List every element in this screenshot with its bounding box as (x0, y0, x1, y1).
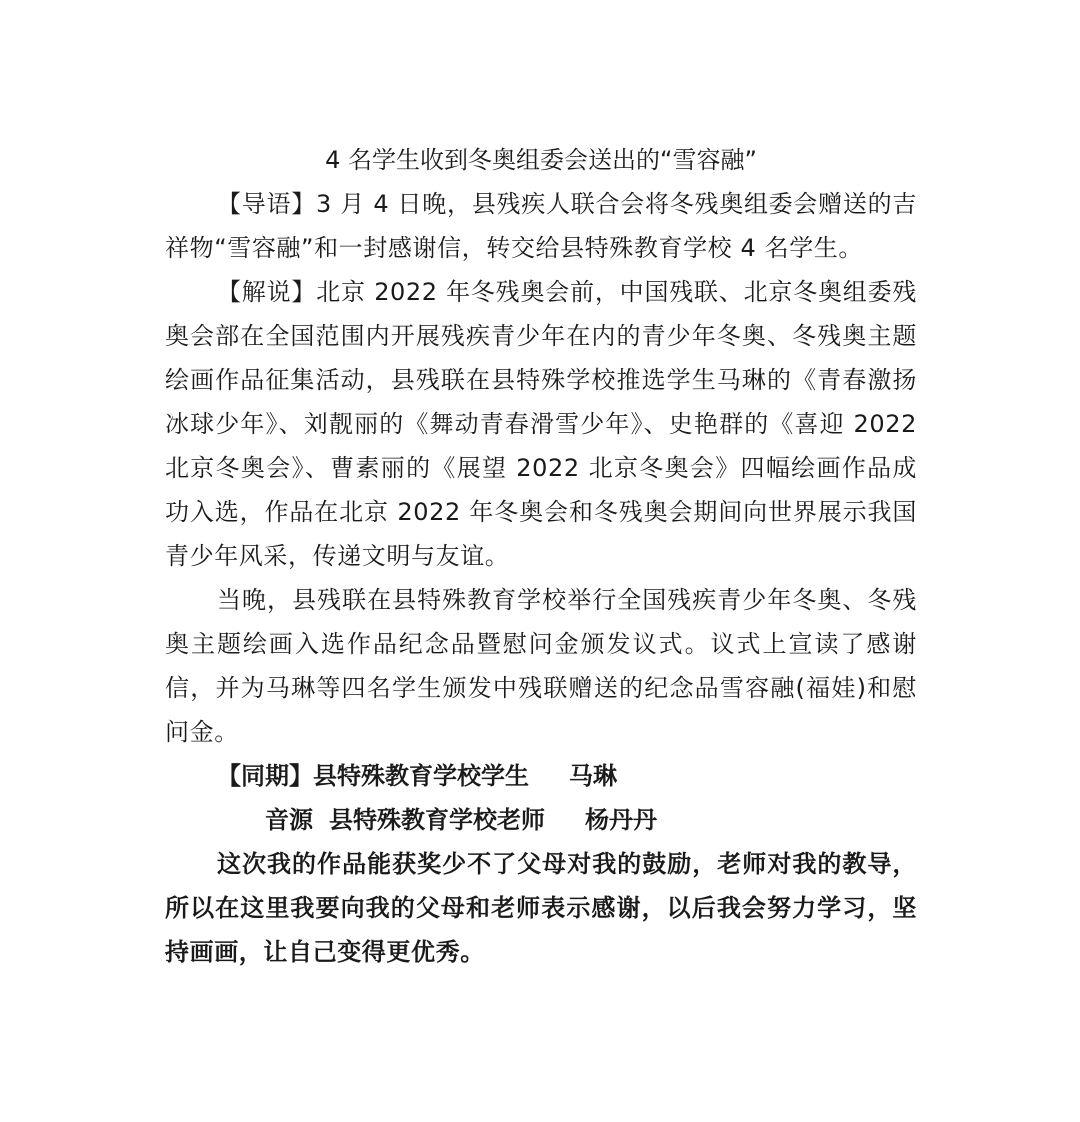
sync-line-teacher (165, 798, 917, 842)
sync-line-student (165, 754, 917, 798)
student-quote: 这次我的作品能获奖少不了父母对我的鼓励，老师对我的教导，所以在这里我要向我的父母和老师表示感谢，以后我会努力学习，坚持画画，让自己变得更优秀。 (165, 850, 917, 966)
lead-paragraph: 【导语】3 月 4 日晚，县残疾人联合会将冬残奥组委会赠送的吉祥物“雪容融”和一封感谢信，转交给县特殊教育学校 4 名学生。 (165, 190, 917, 262)
narration-paragraph: 【解说】北京 2022 年冬残奥会前，中国残联、北京冬奥组委残奥会部在全国范围内开展残疾青少年在内的青少年冬奥、冬残奥主题绘画作品征集活动，县残联在县特殊学校推选学生马琳的《青春激扬冰球少年》、刘靓丽的《舞动青春滑雪少年》、史艳群的《喜迎 2022 北京冬奥会》、曹素丽的《展望 2022 北京冬奥会》四幅绘画作品成功入选，作品在北京 2022 年冬奥会和冬残奥会期间向世界展示我国青少年风采，传递文明与友谊。 (165, 278, 917, 570)
speaker-name-student: 马琳 (569, 762, 617, 790)
evening-paragraph: 当晚，县残联在县特殊教育学校举行全国残疾青少年冬奥、冬残奥主题绘画入选作品纪念品暨慰问金颁发议式。议式上宣读了感谢信，并为马琳等四名学生颁发中残联赠送的纪念品雪容融(福娃)和慰问金。 (165, 586, 917, 746)
article-title: 4 名学生收到冬奥组委会送出的“雪容融” (325, 146, 757, 174)
audio-source-label: 音源 (265, 806, 313, 834)
speaker-role-teacher: 县特殊教育学校老师 (329, 806, 545, 834)
document-body (165, 138, 917, 974)
sync-label: 【同期】县特殊教育学校学生 (217, 762, 529, 790)
speaker-name-teacher: 杨丹丹 (585, 806, 657, 834)
